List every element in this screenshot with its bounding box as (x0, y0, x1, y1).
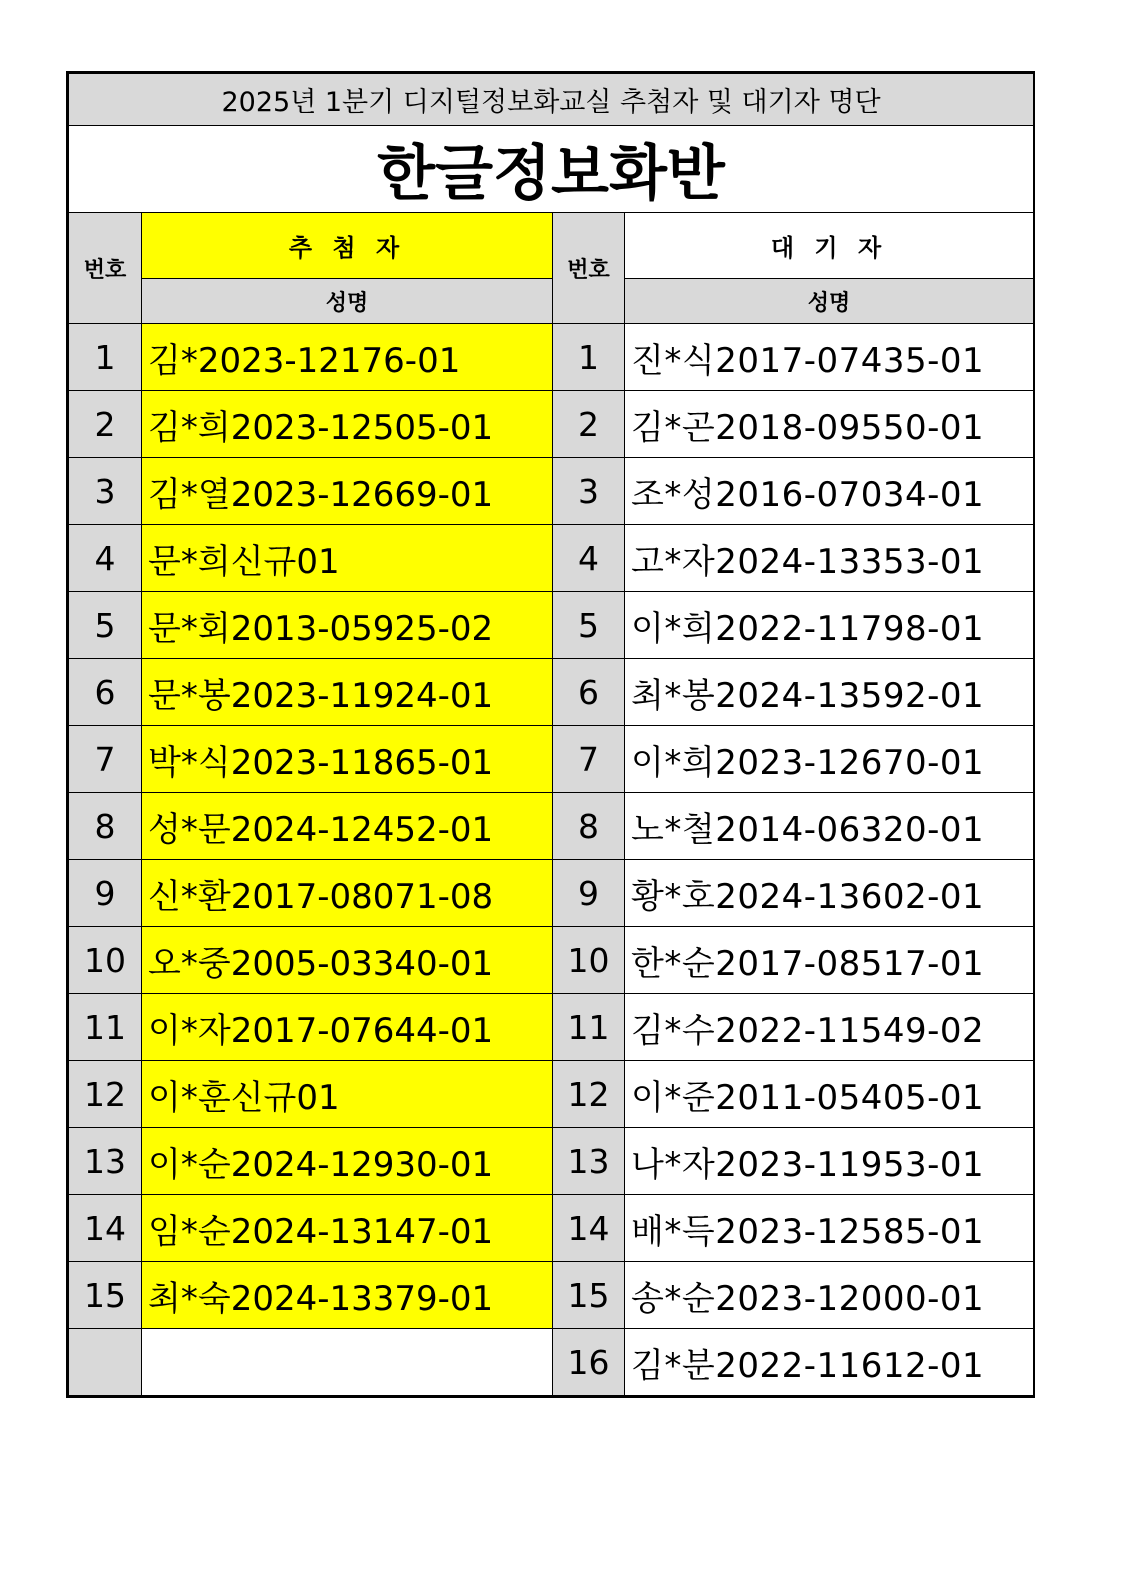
winners-number-header: 번호 (69, 213, 142, 324)
waitlist-name: 조*성2016-07034-01 (625, 458, 1034, 525)
winner-number: 14 (69, 1195, 142, 1262)
winner-name: 오*중2005-03340-01 (142, 927, 553, 994)
document-subtitle: 2025년 1분기 디지털정보화교실 추첨자 및 대기자 명단 (69, 74, 1034, 126)
waitlist-number: 4 (553, 525, 625, 592)
winner-name: 김*희2023-12505-01 (142, 391, 553, 458)
winners-header: 추 첨 자 (142, 213, 553, 279)
waitlist-name: 고*자2024-13353-01 (625, 525, 1034, 592)
winner-number: 6 (69, 659, 142, 726)
waitlist-number: 5 (553, 592, 625, 659)
table-row (69, 994, 1034, 1061)
table-row (69, 860, 1034, 927)
winner-name: 임*순2024-13147-01 (142, 1195, 553, 1262)
table-row (69, 659, 1034, 726)
winner-name: 성*문2024-12452-01 (142, 793, 553, 860)
waitlist-number: 12 (553, 1061, 625, 1128)
winner-name: 이*순2024-12930-01 (142, 1128, 553, 1195)
winners-name-header: 성명 (142, 279, 553, 324)
table-row (69, 726, 1034, 793)
waitlist-number: 6 (553, 659, 625, 726)
winner-name: 문*봉2023-11924-01 (142, 659, 553, 726)
roster-sheet (66, 71, 1035, 1398)
winner-name: 문*회2013-05925-02 (142, 592, 553, 659)
waitlist-name: 노*철2014-06320-01 (625, 793, 1034, 860)
winner-number: 15 (69, 1262, 142, 1329)
table-row (69, 525, 1034, 592)
winner-number: 13 (69, 1128, 142, 1195)
winner-number: 8 (69, 793, 142, 860)
winner-number: 10 (69, 927, 142, 994)
winner-number: 3 (69, 458, 142, 525)
waitlist-name-header: 성명 (625, 279, 1034, 324)
winner-number: 7 (69, 726, 142, 793)
winner-name (142, 1329, 553, 1396)
table-row (69, 927, 1034, 994)
winner-number (69, 1329, 142, 1396)
table-row (69, 793, 1034, 860)
winner-name: 김*2023-12176-01 (142, 324, 553, 391)
waitlist-name: 김*곤2018-09550-01 (625, 391, 1034, 458)
winner-name: 문*희신규01 (142, 525, 553, 592)
waitlist-name: 배*득2023-12585-01 (625, 1195, 1034, 1262)
winner-number: 2 (69, 391, 142, 458)
waitlist-name: 송*순2023-12000-01 (625, 1262, 1034, 1329)
winner-name: 박*식2023-11865-01 (142, 726, 553, 793)
roster-table (68, 73, 1034, 1396)
waitlist-number: 15 (553, 1262, 625, 1329)
winner-name: 최*숙2024-13379-01 (142, 1262, 553, 1329)
winner-name: 이*훈신규01 (142, 1061, 553, 1128)
table-row (69, 1195, 1034, 1262)
waitlist-name: 한*순2017-08517-01 (625, 927, 1034, 994)
waitlist-name: 김*수2022-11549-02 (625, 994, 1034, 1061)
table-row (69, 324, 1034, 391)
winner-number: 11 (69, 994, 142, 1061)
winner-number: 12 (69, 1061, 142, 1128)
waitlist-name: 나*자2023-11953-01 (625, 1128, 1034, 1195)
winner-number: 5 (69, 592, 142, 659)
document-title: 한글정보화반 (69, 126, 1034, 213)
waitlist-number: 8 (553, 793, 625, 860)
waitlist-header: 대 기 자 (625, 213, 1034, 279)
waitlist-number: 11 (553, 994, 625, 1061)
table-row (69, 1128, 1034, 1195)
waitlist-number: 13 (553, 1128, 625, 1195)
waitlist-number: 3 (553, 458, 625, 525)
waitlist-name: 이*준2011-05405-01 (625, 1061, 1034, 1128)
table-row (69, 1262, 1034, 1329)
table-row (69, 391, 1034, 458)
waitlist-number: 2 (553, 391, 625, 458)
winner-name: 김*열2023-12669-01 (142, 458, 553, 525)
waitlist-number-header: 번호 (553, 213, 625, 324)
waitlist-number: 9 (553, 860, 625, 927)
winner-name: 이*자2017-07644-01 (142, 994, 553, 1061)
table-row (69, 1329, 1034, 1396)
waitlist-number: 7 (553, 726, 625, 793)
winner-number: 1 (69, 324, 142, 391)
table-row (69, 1061, 1034, 1128)
waitlist-name: 이*희2022-11798-01 (625, 592, 1034, 659)
waitlist-name: 이*희2023-12670-01 (625, 726, 1034, 793)
table-row (69, 592, 1034, 659)
waitlist-number: 14 (553, 1195, 625, 1262)
waitlist-name: 김*분2022-11612-01 (625, 1329, 1034, 1396)
waitlist-number: 16 (553, 1329, 625, 1396)
waitlist-number: 10 (553, 927, 625, 994)
winner-name: 신*환2017-08071-08 (142, 860, 553, 927)
waitlist-name: 황*호2024-13602-01 (625, 860, 1034, 927)
waitlist-name: 진*식2017-07435-01 (625, 324, 1034, 391)
winner-number: 4 (69, 525, 142, 592)
table-row (69, 458, 1034, 525)
waitlist-name: 최*봉2024-13592-01 (625, 659, 1034, 726)
winner-number: 9 (69, 860, 142, 927)
waitlist-number: 1 (553, 324, 625, 391)
